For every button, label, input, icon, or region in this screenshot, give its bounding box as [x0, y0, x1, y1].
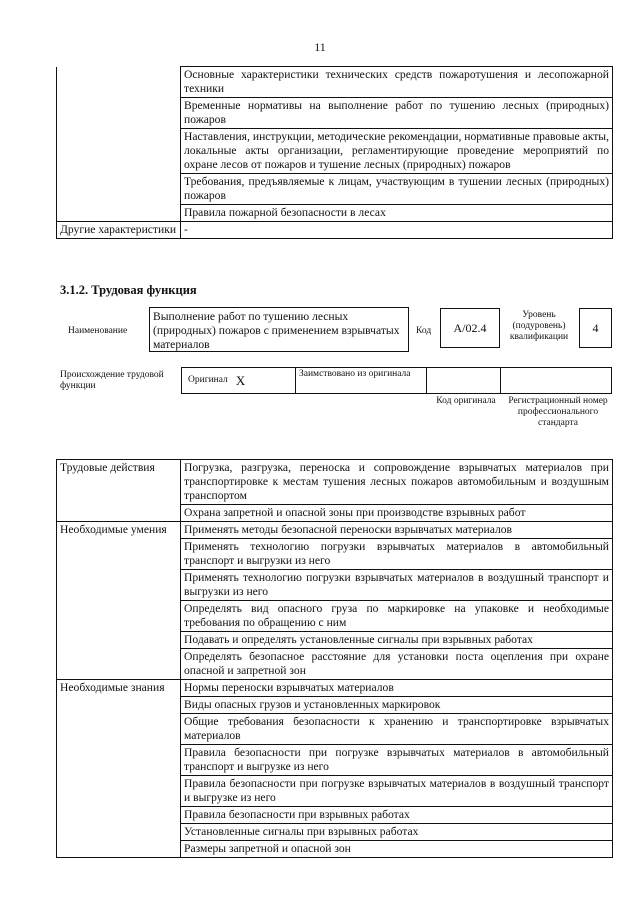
knowledge-item: Временные нормативы на выполнение работ по тушению лесных (природных) пожаров	[181, 98, 613, 129]
knowledge-label: Необходимые знания	[57, 680, 181, 858]
original-mark: X	[235, 372, 246, 388]
function-details-table	[56, 459, 613, 858]
table-row	[57, 222, 613, 239]
table-row	[57, 680, 613, 697]
code-original-cell	[426, 367, 501, 394]
level-box: 4	[579, 308, 612, 348]
table-row	[57, 522, 613, 539]
knowledge-item: Размеры запретной и опасной зон	[181, 841, 613, 858]
table-row	[57, 67, 613, 98]
knowledge-item: Общие требования безопасности к хранению и транспортировке взрывчатых материалов	[181, 714, 613, 745]
knowledge-table-continued	[56, 66, 613, 239]
original-label: Оригинал	[188, 375, 228, 385]
section-title: 3.1.2. Трудовая функция	[60, 283, 197, 297]
reg-number-cell	[500, 367, 612, 394]
knowledge-item: Требования, предъявляемые к лицам, участвующим в тушении лесных (природных) пожаров	[181, 174, 613, 205]
origin-row	[181, 367, 613, 394]
knowledge-item: Правила безопасности при взрывных работах	[181, 807, 613, 824]
skill-item: Применять методы безопасной переноски взрывчатых материалов	[181, 522, 613, 539]
knowledge-item: Правила безопасности при погрузке взрывчатых материалов в автомобильный транспорт и выгрузке из него	[181, 745, 613, 776]
skills-label: Необходимые умения	[57, 522, 181, 680]
table-row	[57, 460, 613, 505]
action-item: Охрана запретной и опасной зоны при производстве взрывных работ	[181, 505, 613, 522]
knowledge-item: Правила безопасности при погрузке взрывчатых материалов в воздушный транспорт и выгрузке из него	[181, 776, 613, 807]
skill-item: Определять безопасное расстояние для установки поста оцепления при охране опасной и запретной зон	[181, 649, 613, 680]
level-label: Уровень (подуровень) квалификации	[509, 310, 569, 342]
skill-item: Применять технологию погрузки взрывчатых материалов в воздушный транспорт и выгрузки из него	[181, 570, 613, 601]
code-original-label: Код оригинала	[436, 396, 496, 406]
borrowed-cell: Заимствовано из оригинала	[295, 367, 427, 394]
knowledge-item: Установленные сигналы при взрывных работах	[181, 824, 613, 841]
code-label: Код	[416, 326, 432, 336]
other-characteristics-label: Другие характеристики	[57, 222, 181, 239]
function-code-box: А/02.4	[440, 308, 500, 348]
function-name-box: Выполнение работ по тушению лесных (природных) пожаров с применением взрывчатых материалов	[149, 307, 409, 352]
knowledge-item: Нормы переноски взрывчатых материалов	[181, 680, 613, 697]
origin-label: Происхождение трудовой функции	[60, 370, 164, 391]
knowledge-item: Основные характеристики технических средств пожаротушения и лесопожарной техники	[181, 67, 613, 98]
empty-cell	[57, 67, 181, 222]
actions-label: Трудовые действия	[57, 460, 181, 522]
other-characteristics-value: -	[181, 222, 613, 239]
knowledge-item: Наставления, инструкции, методические рекомендации, нормативные правовые акты, локальные акты организации, регламентирующие проведение мероприятий по охране лесов от пожаров и тушение лесных (природных) пожаров	[181, 129, 613, 174]
skill-item: Применять технологию погрузки взрывчатых материалов в автомобильный транспорт и выгрузки из него	[181, 539, 613, 570]
original-cell	[181, 367, 296, 394]
name-label: Наименование	[68, 326, 128, 336]
knowledge-item: Виды опасных грузов и установленных маркировок	[181, 697, 613, 714]
skill-item: Определять вид опасного груза по маркировке на упаковке и необходимые требования по обращению с ним	[181, 601, 613, 632]
skill-item: Подавать и определять установленные сигналы при взрывных работах	[181, 632, 613, 649]
reg-number-label: Регистрационный номер профессионального стандарта	[508, 396, 608, 428]
page-number: 11	[314, 40, 326, 54]
knowledge-item: Правила пожарной безопасности в лесах	[181, 205, 613, 222]
action-item: Погрузка, разгрузка, переноска и сопровождение взрывчатых материалов при транспортировке к местам тушения лесных пожаров автомобильным и воздушным транспортом	[181, 460, 613, 505]
